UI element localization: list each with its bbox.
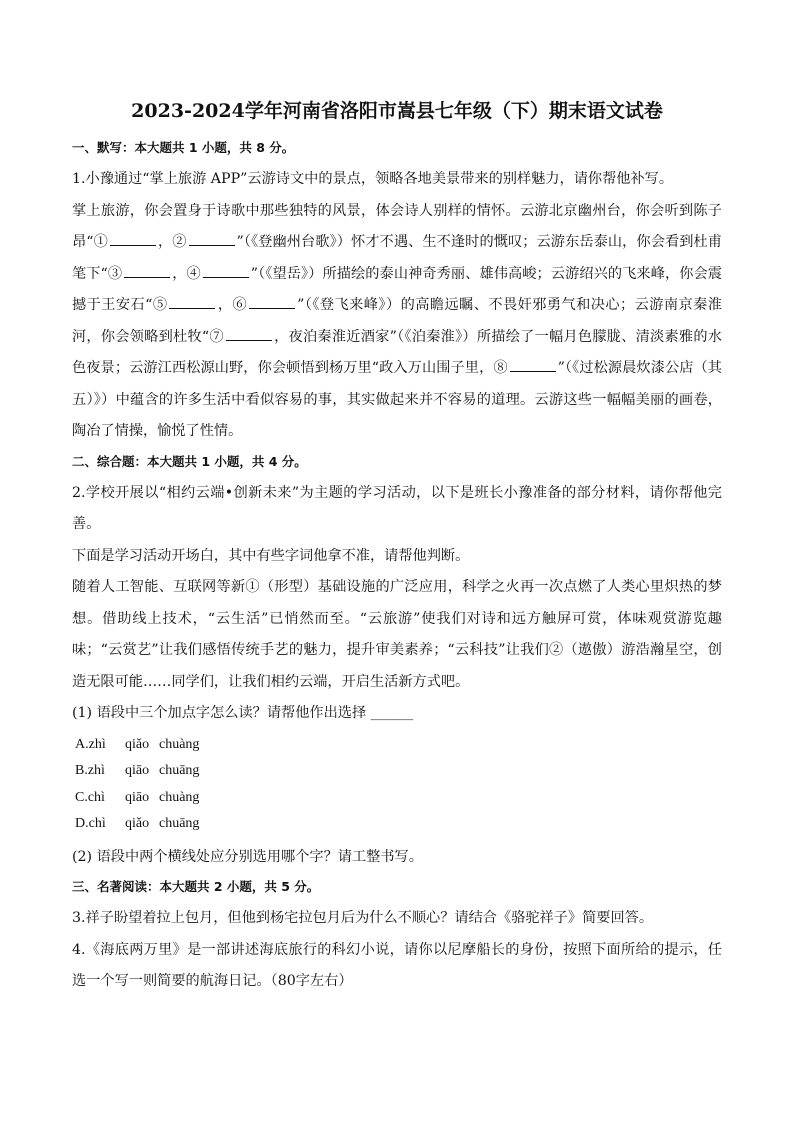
question-2-sub1: (1) 语段中三个加点字怎么读？请帮他作出选择 ______ xyxy=(72,705,414,721)
question-3: 3.祥子盼望着拉上包月，但他到杨宅拉包月后为什么不顺心？请结合《骆驼祥子》简要回答。 xyxy=(72,910,654,926)
section-heading-2: 二、综合题：本大题共 1 小题，共 4 分。 xyxy=(72,453,307,469)
answer-blank-4[interactable] xyxy=(203,262,249,278)
question-1-intro: 1.小豫通过“掌上旅游 APP”云游诗文中的景点，领略各地美景带来的别样魅力，请你帮他补写。 xyxy=(72,171,674,187)
answer-blank-6[interactable] xyxy=(249,293,295,309)
question-2-passage: 随着人工智能、互联网等新①（形型）基础设施的广泛应用，科学之火再一次点燃了人类心里炽热的梦想。借助线上技术，“云生活”已悄然而至。“云旅游”使我们对诗和远方触屏可赏，体味观赏游览趣味；“云赏艺”让我们感悟传统手艺的魅力，提升审美素养；“云科技”让我们②（遨傲）游浩瀚星空，创造无限可能……同学们，让我们相约云端，开启生活新方式吧。 xyxy=(72,579,722,690)
answer-blank-2[interactable] xyxy=(189,230,235,246)
page-title: 2023-2024学年河南省洛阳市嵩县七年级（下）期末语文试卷 xyxy=(131,100,663,122)
answer-blank-1[interactable] xyxy=(110,230,156,246)
answer-blank-7[interactable] xyxy=(226,325,272,341)
section-heading-1: 一、默写：本大题共 1 小题，共 8 分。 xyxy=(72,140,295,155)
question-2-intro: 2.学校开展以“相约云端•创新未来”为主题的学习活动，以下是班长小豫准备的部分材料，请你帮他完善。 xyxy=(72,484,722,532)
question-2-sub2: (2) 语段中两个横线处应分别选用哪个字？请工整书写。 xyxy=(72,848,423,865)
option-a[interactable]: A.zhì qiǎo chuàng xyxy=(75,736,200,752)
choice-options xyxy=(72,732,722,838)
question-2-lead: 下面是学习活动开场白，其中有些字词他拿不准，请帮他判断。 xyxy=(72,547,470,564)
question-4: 4.《海底两万里》是一部讲述海底旅行的科幻小说，请你以尼摩船长的身份，按照下面所给的提示，任选一个写一则简要的航海日记。（80字左右） xyxy=(72,941,722,989)
option-d[interactable]: D.chì qiǎo chuāng xyxy=(75,816,200,831)
answer-blank-3[interactable] xyxy=(124,262,170,278)
question-1-text: 掌上旅游，你会置身于诗歌中那些独特的风景，体会诗人别样的情怀。云游北京幽州台，你会听到陈子昂“① ，② ”（《登幽州台歌》）怀才不遇、生不逢时的慨叹；云游东岳泰山，你会看到杜甫笔下“③ ，④ ”（《望岳》）所描绘的泰山神奇秀丽、雄伟高峻；云游绍兴的飞来峰，你会震撼于王安石“⑤ ，⑥ ”（《登飞来峰》）的高瞻远瞩、不畏奸邪勇气和决心；云游南京秦淮河，你会领略到杜牧“⑦ ，夜泊秦淮近酒家”（《泊秦淮》）所描绘了一幅月色朦胧、清淡素雅的水色夜景；云游江西松源山野，你会顿悟到杨万里“政入万山围子里，⑧ ”（《过松源晨炊漆公店（其五）》）中蕴含的许多生活中看似容易的事，其实做起来并不容易的道理。云游这些一幅幅美丽的画卷，陶冶了情操，愉悦了性情。 xyxy=(72,202,722,439)
answer-blank-5[interactable] xyxy=(169,293,215,309)
answer-blank-8[interactable] xyxy=(510,356,556,372)
option-b[interactable]: B.zhì qiāo chuāng xyxy=(75,763,200,778)
section-heading-3: 三、名著阅读：本大题共 2 小题，共 5 分。 xyxy=(72,879,320,894)
option-c[interactable]: C.chì qiāo chuàng xyxy=(75,789,200,805)
